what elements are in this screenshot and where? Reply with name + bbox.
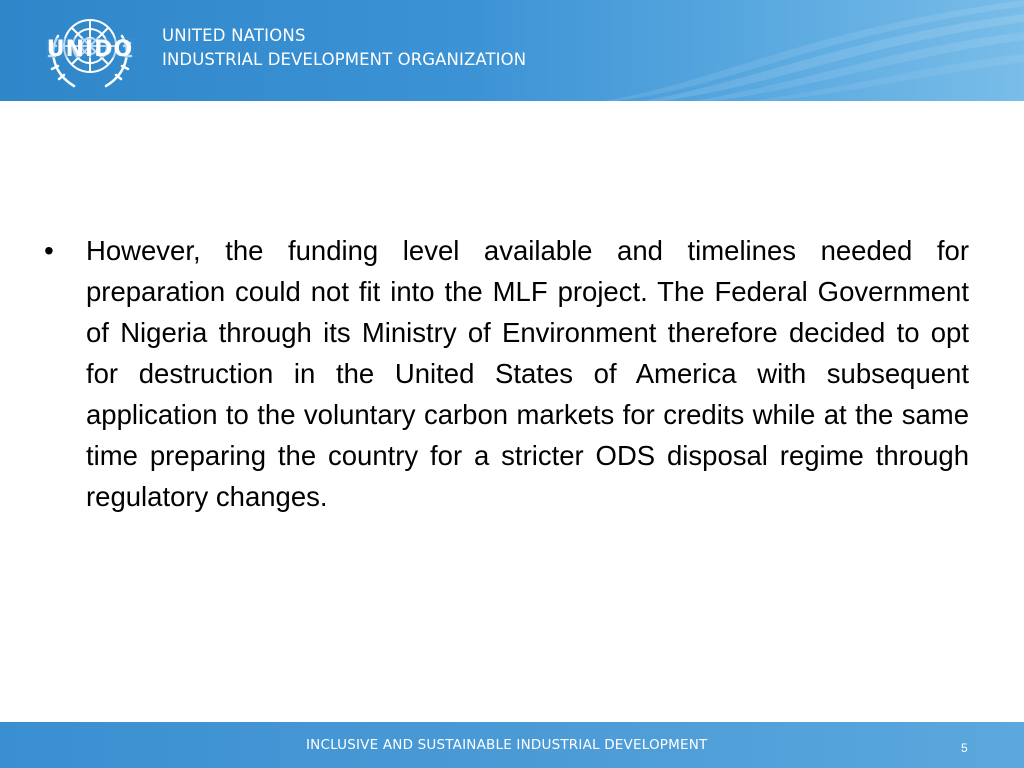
header-swirl-decoration [604,0,1024,101]
footer-tagline: INCLUSIVE AND SUSTAINABLE INDUSTRIAL DEVELOPMENT [306,737,708,753]
logo-text: UNIDO [46,37,134,62]
bullet-item [44,230,970,517]
slide-footer [0,722,1024,768]
slide-header [0,0,1024,101]
bullet-marker: • [44,235,54,266]
org-name-line1: UNITED NATIONS [162,26,306,45]
unido-logo [38,8,142,94]
slide-body [44,230,970,517]
org-name-line2: INDUSTRIAL DEVELOPMENT ORGANIZATION [162,50,527,69]
bullet-text: However, the funding level available and timelines needed for preparation could not fit into the MLF project. The Federal Government of Nigeria through its Ministry of Environment therefore decided to opt for destruction in the United States of America with subsequent application to the voluntary carbon markets for credits while at the same time preparing the country for a stricter ODS disposal regime through regulatory changes. [86,235,969,512]
page-number: 5 [961,741,968,755]
